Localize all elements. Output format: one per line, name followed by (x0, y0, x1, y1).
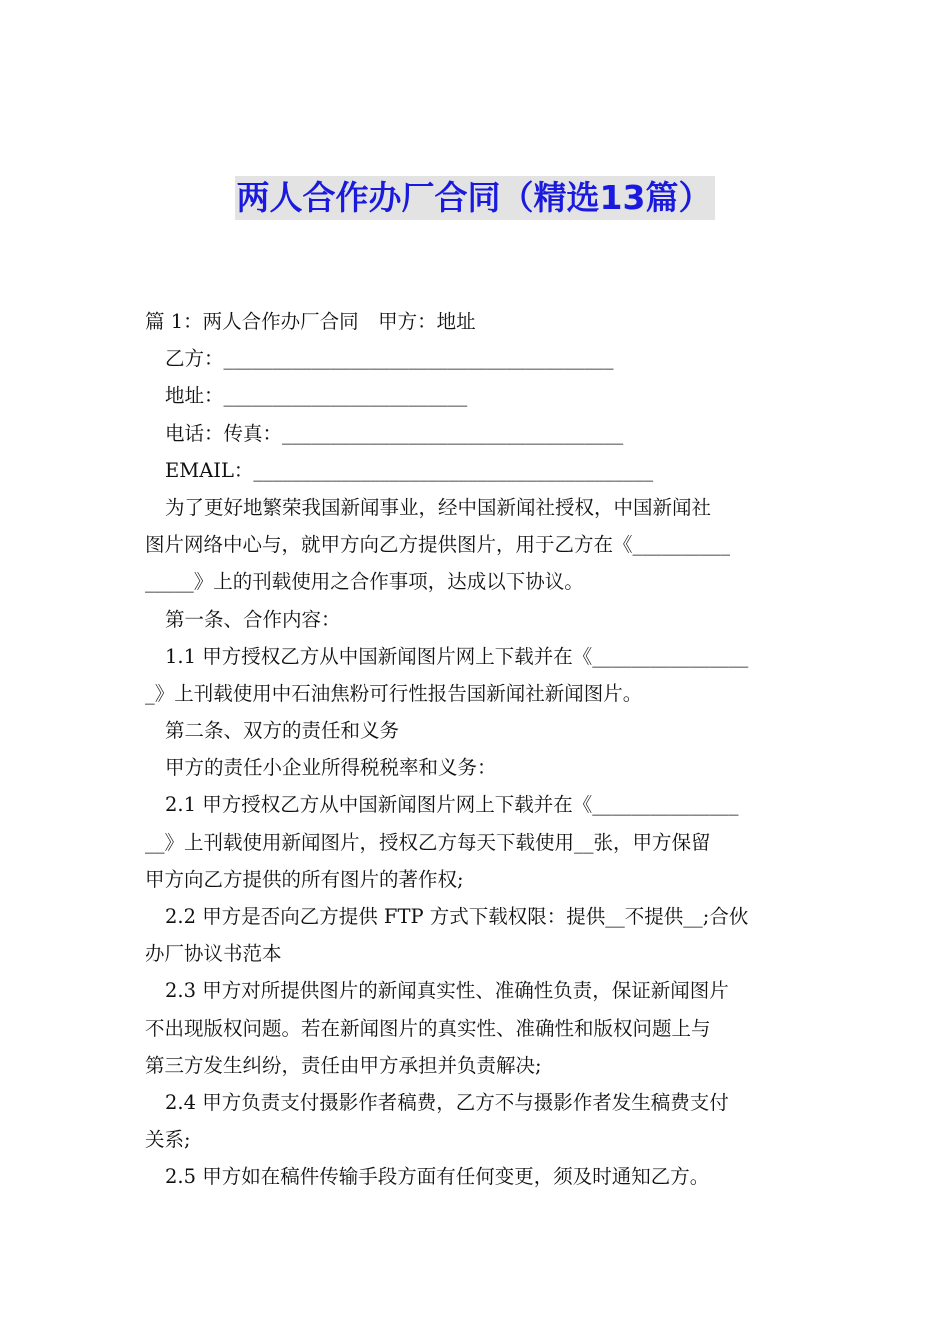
title-container (0, 176, 950, 220)
text-line: 甲方向乙方提供的所有图片的著作权; (145, 867, 464, 891)
text-line: EMAIL：_________________________________________ (165, 458, 654, 482)
text-line: 办厂协议书范本 (145, 942, 282, 966)
text-line: 甲方的责任小企业所得税税率和义务： (165, 756, 497, 780)
text-line: 电话：传真：___________________________________ (165, 421, 624, 445)
text-line: _》上刊载使用中石油焦粉可行性报告国新闻社新闻图片。 (145, 681, 643, 705)
text-line: __》上刊载使用新闻图片，授权乙方每天下载使用__张，甲方保留 (145, 830, 711, 854)
text-line: 为了更好地繁荣我国新闻事业，经中国新闻社授权，中国新闻社 (165, 495, 712, 519)
text-line: 篇 1：两人合作办厂合同 甲方：地址 (145, 310, 476, 333)
text-line: 第二条、双方的责任和义务 (165, 719, 400, 743)
text-line: 1.1 甲方授权乙方从中国新闻图片网上下载并在《________________ (165, 644, 749, 668)
text-line: 2.1 甲方授权乙方从中国新闻图片网上下载并在《_______________ (165, 793, 739, 817)
text-line: 图片网络中心与，就甲方向乙方提供图片，用于乙方在《__________ (145, 533, 731, 557)
text-line: 第一条、合作内容： (165, 607, 341, 631)
text-line: 第三方发生纠纷，责任由甲方承担并负责解决; (145, 1053, 542, 1077)
text-line: _____》上的刊载使用之合作事项，达成以下协议。 (145, 570, 584, 594)
document-body (145, 303, 810, 1196)
text-line: 地址：_________________________ (165, 384, 468, 408)
document-title: 两人合作办厂合同（精选13篇） (235, 176, 716, 220)
text-line: 不出现版权问题。若在新闻图片的真实性、准确性和版权问题上与 (145, 1016, 711, 1040)
text-line: 2.4 甲方负责支付摄影作者稿费，乙方不与摄影作者发生稿费支付 (165, 1090, 729, 1114)
text-line: 2.5 甲方如在稿件传输手段方面有任何变更，须及时通知乙方。 (165, 1165, 710, 1189)
text-line: 乙方：________________________________________ (165, 347, 614, 371)
text-line: 2.2 甲方是否向乙方提供 FTP 方式下载权限：提供__不提供__;合伙 (165, 905, 749, 928)
text-line: 关系; (145, 1128, 191, 1152)
text-line: 2.3 甲方对所提供图片的新闻真实性、准确性负责，保证新闻图片 (165, 979, 729, 1003)
